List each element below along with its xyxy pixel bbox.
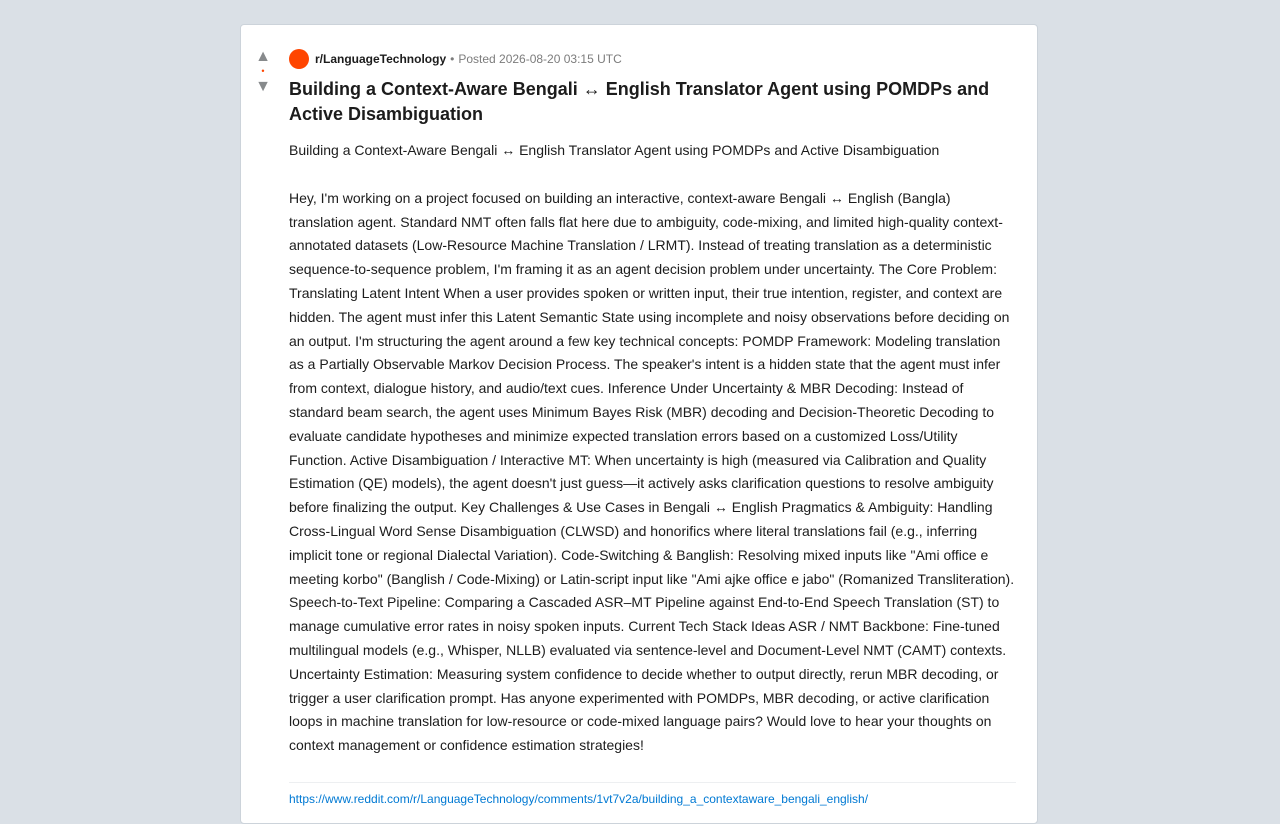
post-meta [289,49,1016,69]
source-url-link[interactable]: https://www.reddit.com/r/LanguageTechnology/comments/1vt7v2a/building_a_contextaware_bengali_english/ [289,791,869,806]
post-body-heading: Building a Context-Aware Bengali ↔ English Translator Agent using POMDPs and Active Disambiguation [289,142,940,158]
downvote-arrow-icon[interactable]: ▼ [255,78,271,95]
subreddit-avatar-icon[interactable] [289,49,309,69]
upvote-arrow-icon[interactable]: ▲ [255,48,271,65]
divider [289,782,1016,783]
post-title[interactable]: Building a Context-Aware Bengali ↔ English Translator Agent using POMDPs and Active Disambiguation [289,79,990,124]
meta-separator: • [450,52,455,66]
vote-score: • [261,66,265,76]
subreddit-link[interactable]: r/LanguageTechnology [315,52,447,66]
post-body-text: Hey, I'm working on a project focused on building an interactive, context-aware Bengali ↔ English (Bangla) translation agent. Standard NMT often falls flat here due to ambiguity, code-mixing, and limited high-quality context-annotated datasets (Low-Resource Machine Translation / LRMT). Instead of treating translation as a deterministic sequence-to-sequence problem, I'm framing it as an agent decision problem under uncertainty. The Core Problem: Translating Latent Intent When a user provides spoken or written input, their true intention, register, and context are hidden. The agent must infer this Latent Semantic State using incomplete and noisy observations before deciding on an output. I'm structuring the agent around a few key technical concepts: POMDP Framework: Modeling translation as a Partially Observable Markov Decision Process. The speaker's intent is a hidden state that the agent must infer from context, dialogue history, and audio/text cues. Inference Under Uncertainty & MBR Decoding: Instead of standard beam search, the agent uses Minimum Bayes Risk (MBR) decoding and Decision-Theoretic Decoding to evaluate candidate hypotheses and minimize expected translation errors based on a customized Loss/Utility Function. Active Disambiguation / Interactive MT: When uncertainty is high (measured via Calibration and Quality Estimation (QE) models), the agent doesn't just guess—it actively asks clarification questions to resolve ambiguity before finalizing the output. Key Challenges & Use Cases in Bengali ↔ English Pragmatics & Ambiguity: Handling Cross-Lingual Word Sense Disambiguation (CLWSD) and honorifics where literal translations fail (e.g., inferring implicit tone or regional Dialectal Variation). Code-Switching & Banglish: Resolving mixed inputs like "Ami office e meeting korbo" (Banglish / Code-Mixing) or Latin-script input like "Ami ajke office e jabo" (Romanized Transliteration). Speech-to-Text Pipeline: Comparing a Cascaded ASR–MT Pipeline against End-to-End Speech Translation (ST) to manage cumulative error rates in noisy spoken inputs. Current Tech Stack Ideas ASR / NMT Backbone: Fine-tuned multilingual models (e.g., Whisper, NLLB) evaluated via sentence-level and Document-Level NMT (CAMT) contexts. Uncertainty Estimation: Measuring system confidence to decide whether to output directly, rerun MBR decoding, or trigger a user clarification prompt. Has anyone experimented with POMDPs, MBR decoding, or active clarification loops in machine translation for low-resource or code-mixed language pairs? Would love to hear your thoughts on context management or confidence estimation strategies! [289,189,1015,754]
post-timestamp: Posted 2026-08-20 03:15 UTC [458,52,622,66]
post-card [240,24,1038,824]
vote-column [241,47,285,97]
post-body [289,139,1016,758]
post-content [289,49,1016,806]
